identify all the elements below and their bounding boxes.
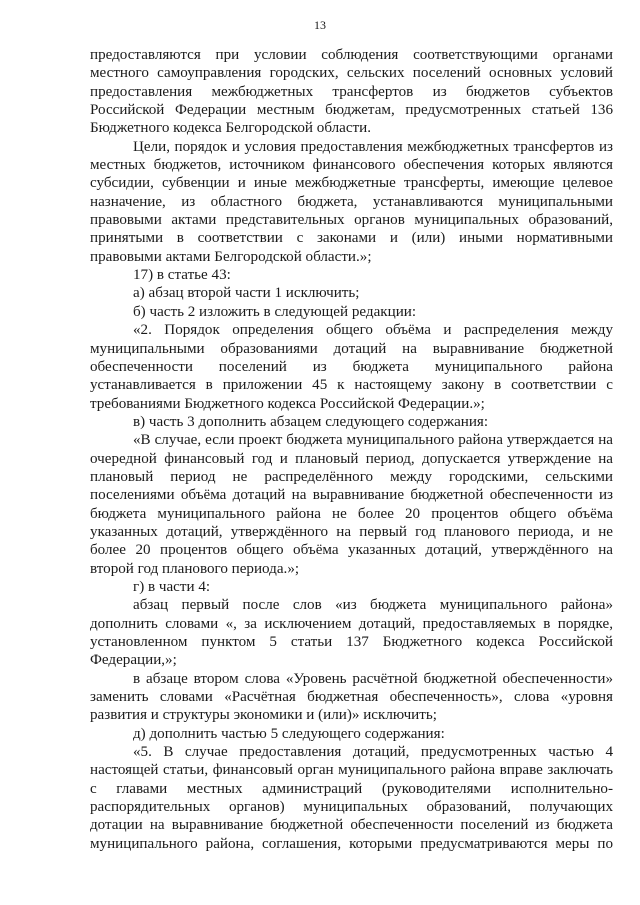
- text-line: муниципального района, соглашения, которыми предусматриваются меры по: [90, 835, 613, 852]
- text-line: обеспеченности поселений из бюджета муниципального района: [90, 358, 613, 375]
- text-line: д) дополнить частью 5 следующего содержания:: [133, 725, 445, 742]
- text-line: муниципальными образованиями дотаций на выравнивание бюджетной: [90, 340, 613, 357]
- text-line: Цели, порядок и условия предоставления межбюджетных трансфертов из: [133, 138, 613, 155]
- text-line: очередной финансовый год и плановый период, допускается утверждение на: [90, 450, 613, 467]
- text-line: бюджета муниципального района не более 20 процентов общего объёма: [90, 505, 613, 522]
- text-line: указанных дотаций, утверждённого на первый год планового периода, и не: [90, 523, 613, 540]
- text-line: устанавливается в приложении 45 к настоящему закону в соответствии с: [90, 377, 613, 394]
- text-line: распорядительных органов) муниципальных образований, получающих: [90, 799, 613, 816]
- text-line: в абзаце втором слова «Уровень расчётной бюджетной обеспеченности»: [133, 670, 613, 687]
- text-line: «2. Порядок определения общего объёма и распределения между: [133, 322, 613, 339]
- text-line: принятыми в соответствии с законами и (или) иными нормативными: [90, 230, 613, 247]
- text-line: Российской Федерации местным бюджетам, предусмотренных статьей 136: [90, 102, 613, 119]
- text-line: абзац первый после слов «из бюджета муниципального района»: [133, 597, 613, 614]
- text-line: г) в части 4:: [133, 578, 211, 595]
- text-line: плановый период не распределённого между городскими, сельскими: [90, 468, 613, 485]
- text-line: заменить словами «Расчётная бюджетная обеспеченность», слова «уровня: [90, 689, 613, 706]
- text-line: дополнить словами «, за исключением дотаций, предоставляемых в порядке,: [90, 615, 613, 632]
- page-number: 13: [314, 18, 326, 32]
- text-line: предоставления межбюджетных трансфертов из бюджетов субъектов: [90, 83, 613, 100]
- text-line: назначение, из областного бюджета, устанавливаются муниципальными: [90, 193, 613, 210]
- text-line: б) часть 2 изложить в следующей редакции:: [133, 303, 417, 320]
- text-line: а) абзац второй части 1 исключить;: [133, 285, 360, 302]
- text-line: 17) в статье 43:: [133, 267, 231, 284]
- text-line: развития и структуры экономики и (или)» исключить;: [90, 707, 437, 724]
- text-line: «В случае, если проект бюджета муниципального района утверждается на: [133, 432, 613, 449]
- text-line: правовыми актами Белгородской области.»;: [90, 248, 372, 265]
- text-line: субсидии, субвенции и иные межбюджетные трансферты, имеющие целевое: [90, 175, 613, 192]
- text-line: в) часть 3 дополнить абзацем следующего содержания:: [133, 413, 489, 430]
- text-line: «5. В случае предоставления дотаций, предусмотренных частью 4: [133, 744, 613, 761]
- text-line: дотации на выравнивание бюджетной обеспеченности поселений из бюджета: [90, 817, 613, 834]
- text-line: местного самоуправления городских, сельских поселений основных условий: [90, 65, 613, 82]
- text-line: поселениями объёма дотаций на выравнивание бюджетной обеспеченности из: [90, 487, 613, 504]
- text-line: Федерации,»;: [90, 652, 177, 669]
- text-line: с главами местных администраций (руководителями исполнительно-: [90, 780, 613, 797]
- text-line: местных бюджетов, источником финансового обеспечения которых являются: [90, 157, 613, 174]
- text-line: Бюджетного кодекса Белгородской области.: [90, 120, 372, 137]
- text-line: правовыми актами представительных органов муниципальных образований,: [90, 212, 613, 229]
- text-line: второй год планового периода.»;: [90, 560, 300, 577]
- document-body: [90, 46, 613, 853]
- text-line: требованиями Бюджетного кодекса Российской Федерации.»;: [90, 395, 485, 412]
- text-line: настоящей статьи, финансовый орган муниципального района вправе заключать: [90, 762, 613, 779]
- text-line: более 20 процентов общего объёма указанных дотаций, утверждённого на: [90, 542, 613, 559]
- text-line: предоставляются при условии соблюдения соответствующими органами: [90, 47, 613, 63]
- text-line: установленном пунктом 5 статьи 137 Бюджетного кодекса Российской: [90, 634, 613, 650]
